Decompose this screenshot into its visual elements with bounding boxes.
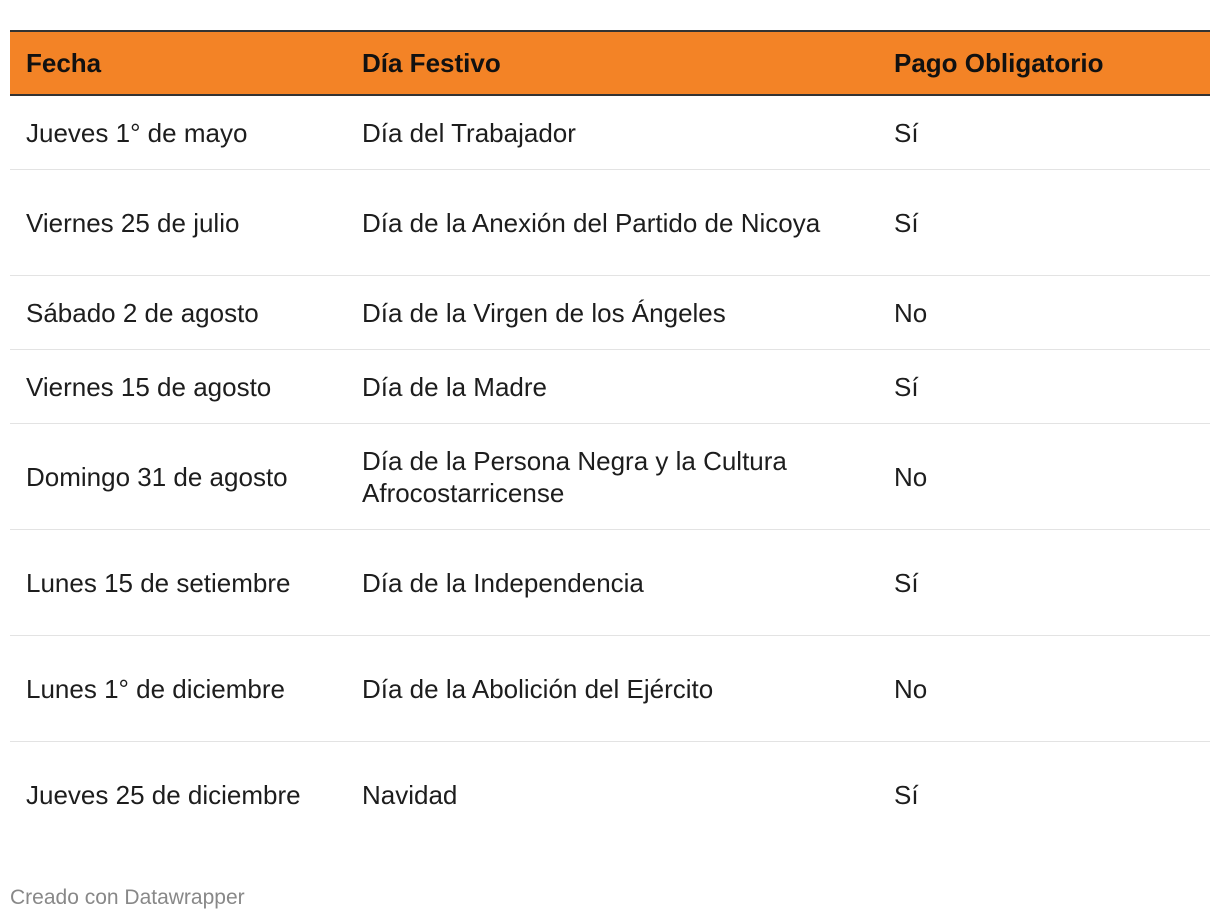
cell-pago: No — [878, 276, 1210, 350]
table-row — [10, 170, 1210, 276]
cell-fecha: Viernes 15 de agosto — [10, 350, 346, 424]
table-header — [10, 31, 1210, 95]
cell-pago: Sí — [878, 95, 1210, 170]
table-row — [10, 424, 1210, 530]
cell-pago: No — [878, 424, 1210, 530]
holidays-table-container — [10, 30, 1210, 847]
cell-dia-festivo: Día de la Madre — [346, 350, 878, 424]
table-row — [10, 636, 1210, 742]
cell-pago: Sí — [878, 530, 1210, 636]
cell-dia-festivo: Día de la Abolición del Ejército — [346, 636, 878, 742]
header-pago-obligatorio[interactable]: Pago Obligatorio — [894, 47, 1104, 78]
header-dia-festivo[interactable]: Día Festivo — [362, 47, 501, 78]
cell-fecha: Domingo 31 de agosto — [10, 424, 346, 530]
cell-pago: Sí — [878, 170, 1210, 276]
cell-dia-festivo: Día del Trabajador — [346, 95, 878, 170]
cell-fecha: Lunes 15 de setiembre — [10, 530, 346, 636]
cell-fecha: Viernes 25 de julio — [10, 170, 346, 276]
cell-dia-festivo: Día de la Anexión del Partido de Nicoya — [346, 170, 878, 276]
cell-fecha: Lunes 1° de diciembre — [10, 636, 346, 742]
cell-pago: No — [878, 636, 1210, 742]
cell-fecha: Sábado 2 de agosto — [10, 276, 346, 350]
cell-dia-festivo: Navidad — [362, 779, 458, 810]
header-fecha[interactable]: Fecha — [26, 47, 102, 78]
table-row — [10, 742, 1210, 848]
table-row — [10, 350, 1210, 424]
cell-fecha: Jueves 1° de mayo — [10, 95, 346, 170]
cell-dia-festivo: Día de la Independencia — [346, 530, 878, 636]
table-row — [10, 530, 1210, 636]
cell-dia-festivo: Día de la Persona Negra y la Cultura Afrocostarricense — [346, 424, 878, 530]
cell-dia-festivo: Día de la Virgen de los Ángeles — [346, 276, 878, 350]
cell-pago: Sí — [878, 350, 1210, 424]
table-row — [10, 95, 1210, 170]
header-row — [10, 31, 1210, 95]
cell-fecha: Jueves 25 de diciembre — [26, 779, 301, 810]
cell-pago: Sí — [894, 779, 919, 810]
table-body — [10, 95, 1210, 847]
table-row — [10, 276, 1210, 350]
datawrapper-credit-link[interactable]: Creado con Datawrapper — [10, 886, 245, 909]
holidays-table — [10, 30, 1210, 847]
